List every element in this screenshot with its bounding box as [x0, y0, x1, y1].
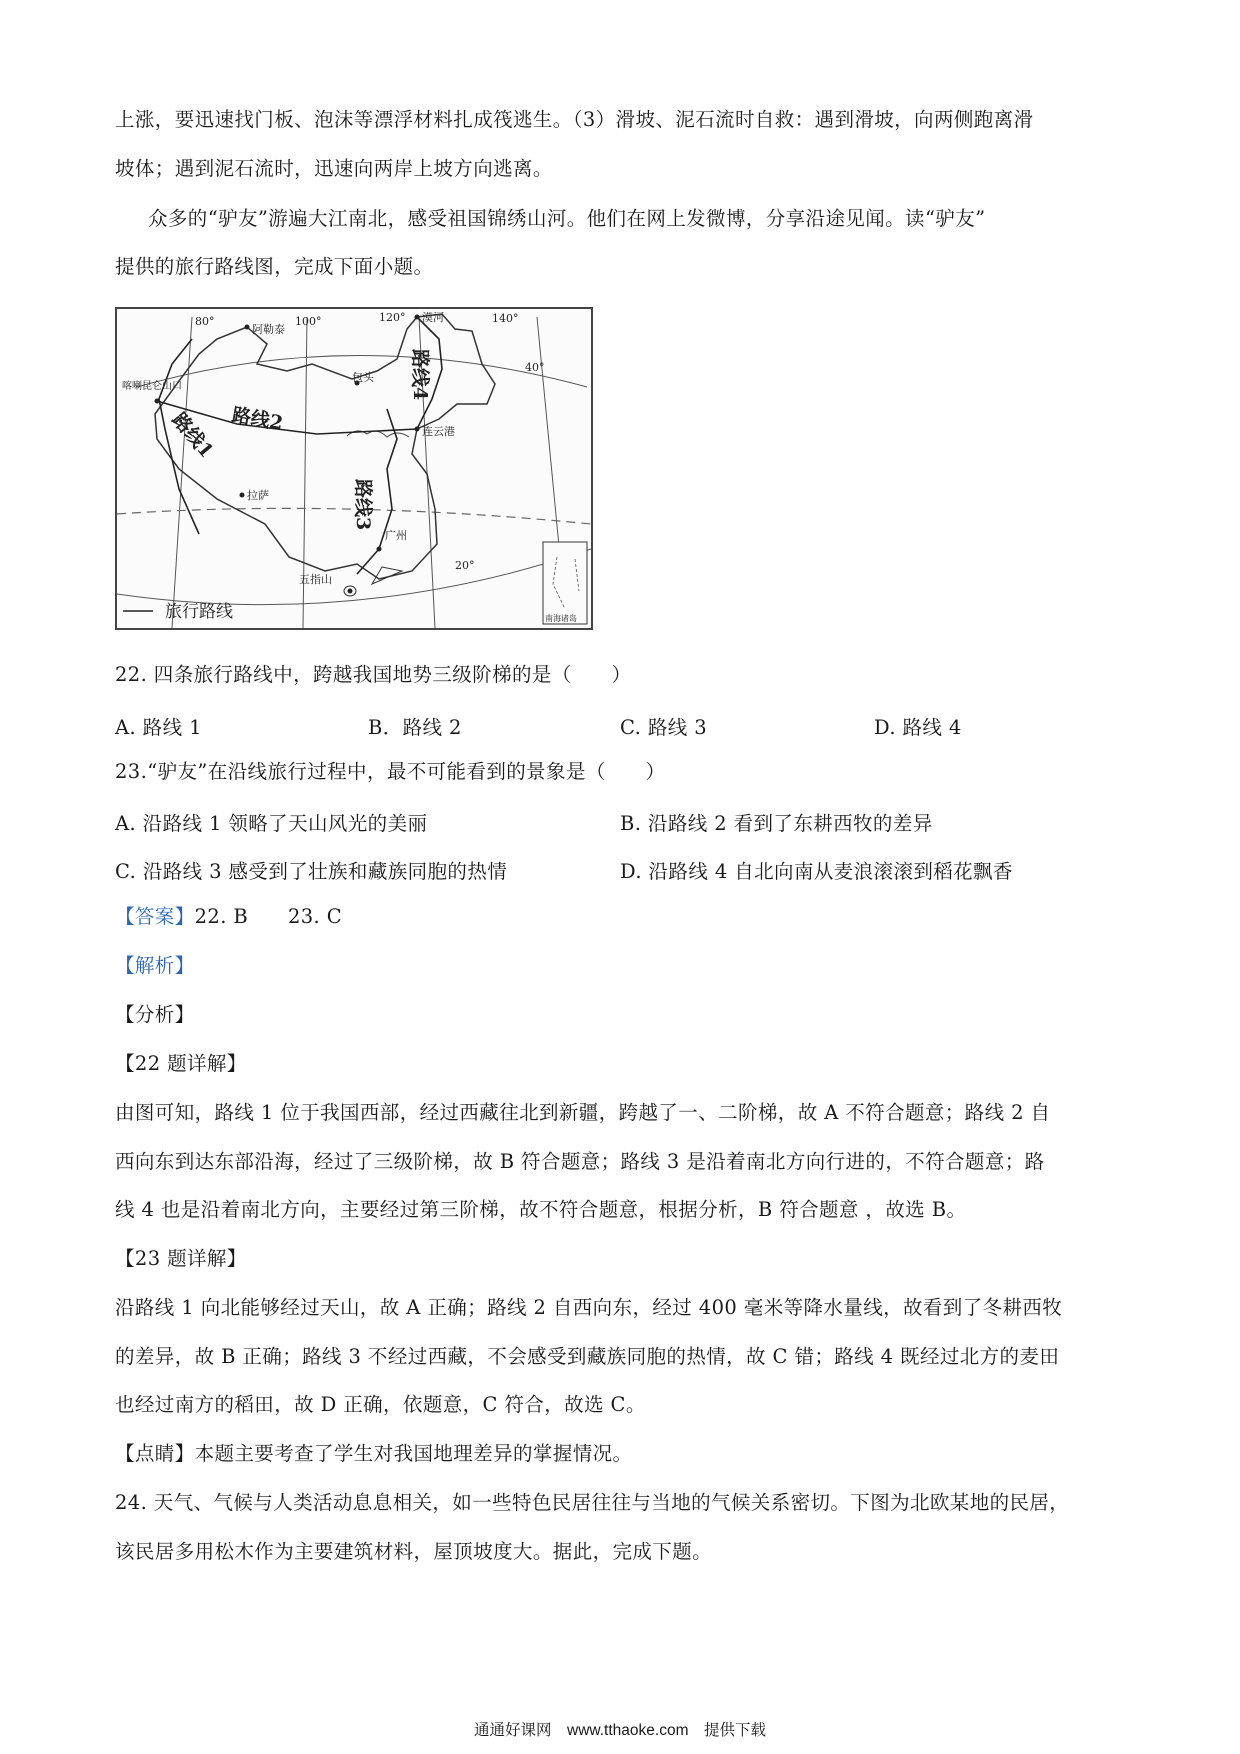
q23-option-a: A. 沿路线 1 领略了天山风光的美丽	[115, 812, 428, 835]
label-inset: 南海诸岛	[545, 614, 577, 623]
label-lhasa: 拉萨	[247, 489, 269, 502]
legend-label: 旅行路线	[165, 602, 233, 622]
q24-line-1: 24. 天气、气候与人类活动息息相关，如一些特色民居往往与当地的气候关系密切。下图为北欧某地的民居，	[115, 1491, 1070, 1514]
q22-option-b: B．路线 2	[368, 716, 462, 739]
marker-wuzhishan	[348, 589, 353, 594]
label-route1: 路线1	[167, 408, 218, 463]
dianjing-label: 【点睛】	[115, 1442, 195, 1465]
label-altay: 阿勒泰	[252, 323, 285, 336]
q23-option-d: D. 沿路线 4 自北向南从麦浪滚滚到稻花飘香	[620, 860, 1013, 883]
label-lon-120: 120°	[379, 311, 406, 324]
q22-option-a: A. 路线 1	[115, 716, 202, 739]
analysis-label: 【解析】	[115, 954, 195, 977]
para-line-2: 坡体；遇到泥石流时，迅速向两岸上坡方向逃离。	[115, 157, 553, 180]
answer-label: 【答案】	[115, 905, 195, 928]
label-lat-40: 40°	[525, 361, 545, 374]
q22-detail-label: 【22 题详解】	[115, 1052, 247, 1075]
marker-altay	[245, 325, 250, 330]
q23-stem: 23.“驴友”在沿线旅行过程中，最不可能看到的景象是（ ）	[115, 760, 666, 783]
q22-detail-line-3: 线 4 也是沿着南北方向，主要经过第三阶梯，故不符合题意，根据分析，B 符合题意 ，故选 B。	[115, 1198, 967, 1221]
q22-option-c: C. 路线 3	[620, 716, 708, 739]
label-route4: 路线4	[409, 349, 431, 401]
label-wuzhishan: 五指山	[299, 573, 332, 586]
dianjing-line	[115, 1442, 632, 1465]
fenxi-label: 【分析】	[115, 1003, 195, 1026]
label-kunlun: 喀喇昆仑山口	[122, 381, 182, 392]
q23-detail-line-3: 也经过南方的稻田，故 D 正确，依题意，C 符合，故选 C。	[115, 1393, 646, 1416]
label-route3: 路线3	[352, 479, 374, 531]
label-route2: 路线2	[230, 404, 285, 435]
label-lon-100: 100°	[295, 315, 322, 328]
q24-line-2: 该民居多用松木作为主要建筑材料，屋顶坡度大。据此，完成下题。	[115, 1540, 713, 1563]
marker-guangzhou	[377, 547, 382, 552]
marker-mohe	[415, 315, 420, 320]
label-lon-80: 80°	[195, 315, 215, 328]
label-guangzhou: 广州	[385, 529, 407, 542]
q23-detail-label: 【23 题详解】	[115, 1247, 247, 1270]
intro-line-2: 提供的旅行路线图，完成下面小题。	[115, 255, 434, 278]
label-lianyungang: 连云港	[422, 425, 455, 438]
answer-text: 22. B 23. C	[194, 905, 343, 928]
hainan-outline	[372, 567, 402, 584]
q23-option-b: B. 沿路线 2 看到了东耕西牧的差异	[620, 812, 933, 835]
q23-detail-line-1: 沿路线 1 向北能够经过天山，故 A 正确；路线 2 自西向东，经过 400 毫米等降水量线，故看到了冬耕西牧	[115, 1296, 1063, 1319]
label-lon-140: 140°	[492, 312, 519, 325]
travel-route-map	[115, 307, 593, 630]
q22-detail-line-1: 由图可知，路线 1 位于我国西部，经过西藏往北到新疆，跨越了一、二阶梯，故 A 不符合题意；路线 2 自	[115, 1101, 1051, 1124]
q22-detail-line-2: 西向东到达东部沿海，经过了三级阶梯，故 B 符合题意；路线 3 是沿着南北方向行进的，不符合题意；路	[115, 1150, 1045, 1173]
marker-lianyungang	[415, 427, 420, 432]
label-baotou: 包头	[352, 371, 374, 384]
parallel-20	[117, 549, 591, 605]
q23-option-c: C. 沿路线 3 感受到了壮族和藏族同胞的热情	[115, 860, 508, 883]
marker-lhasa	[240, 493, 245, 498]
q22-option-d: D. 路线 4	[874, 716, 962, 739]
answer-line	[115, 905, 342, 928]
q23-detail-line-2: 的差异，故 B 正确；路线 3 不经过西藏，不会感受到藏族同胞的热情，故 C 错；路线 4 既经过北方的麦田	[115, 1345, 1060, 1368]
para-line-1: 上涨，要迅速找门板、泡沫等漂浮材料扎成筏逃生。（3）滑坡、泥石流时自救：遇到滑坡，向两侧跑离滑	[115, 108, 1034, 131]
page-footer: 通通好课网 www.tthaoke.com 提供下载	[474, 1722, 766, 1739]
q22-stem: 22. 四条旅行路线中，跨越我国地势三级阶梯的是（ ）	[115, 663, 632, 686]
dianjing-text: 本题主要考查了学生对我国地理差异的掌握情况。	[194, 1442, 633, 1465]
label-mohe: 漠河	[422, 311, 444, 324]
label-lat-20: 20°	[455, 559, 475, 572]
south-china-sea-inset	[543, 542, 587, 624]
intro-line-1: 众多的“驴友”游遍大江南北，感受祖国锦绣山河。他们在网上发微博，分享沿途见闻。读“驴友”	[148, 207, 986, 230]
marker-kunlun	[155, 399, 160, 404]
